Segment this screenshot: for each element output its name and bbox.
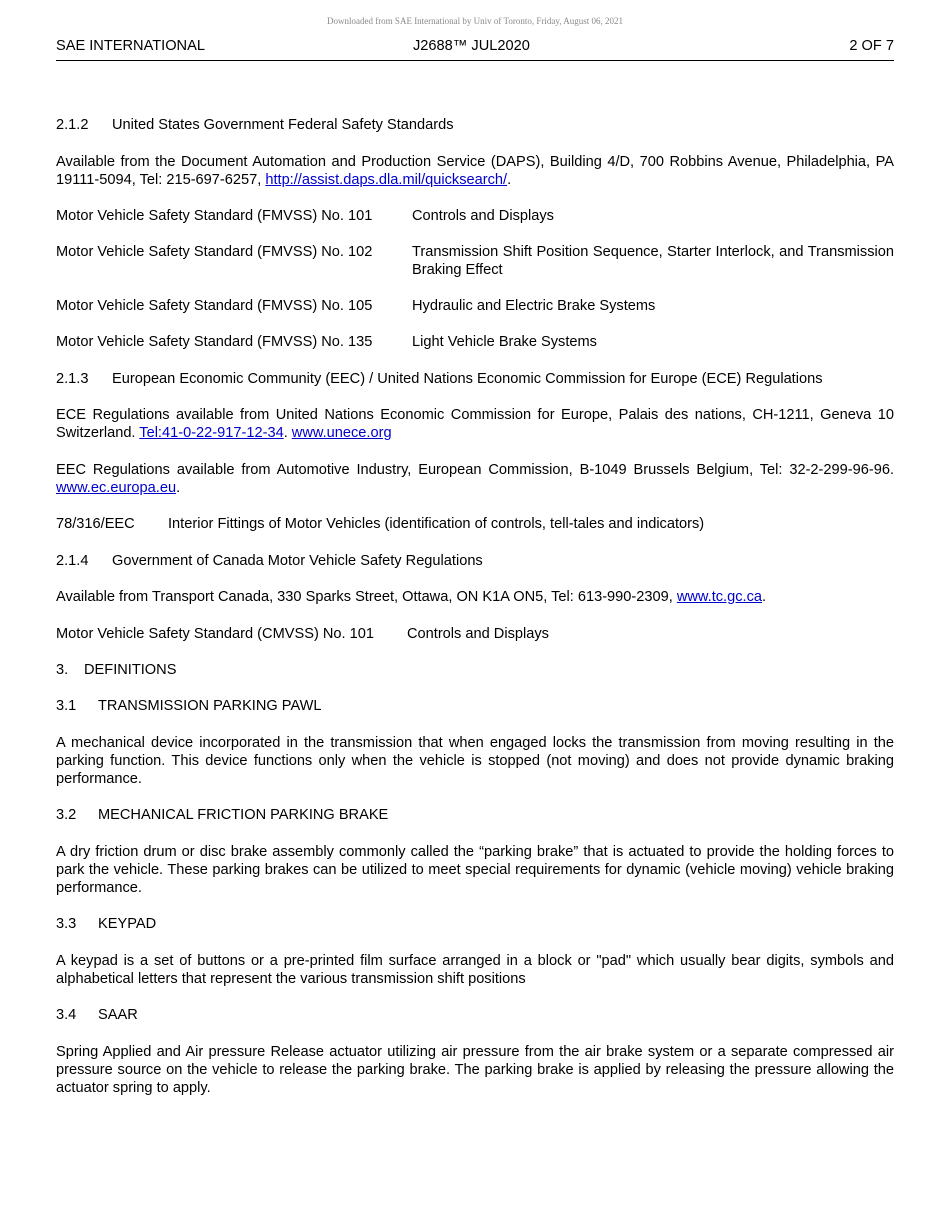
standard-label: Motor Vehicle Safety Standard (FMVSS) No. 105 — [56, 298, 373, 314]
standard-desc: Controls and Displays — [412, 208, 554, 224]
section-title: United States Government Federal Safety Standards — [112, 117, 454, 133]
definition-number: 3.3 — [56, 916, 77, 932]
daps-availability-paragraph: Available from the Document Automation and Production Service (DAPS), Building 4/D, 700 Robbins Avenue, Philadelphia, PA 19111-5094, Tel: 215-697-6257, http://assist.daps.dla.mil/quicksearch/. — [56, 154, 894, 188]
section-2-1-2-heading — [56, 116, 894, 134]
standard-desc: Transmission Shift Position Sequence, Starter Interlock, and Transmission Braking Effect — [412, 244, 894, 278]
cmvss-101-row — [56, 625, 894, 643]
definition-title: TRANSMISSION PARKING PAWL — [98, 698, 322, 714]
fmvss-101-row — [56, 207, 894, 225]
section-3-heading — [56, 661, 894, 679]
fmvss-102-row — [56, 243, 894, 279]
ece-availability-paragraph: ECE Regulations available from United Nations Economic Commission for Europe, Palais des nations, CH-1211, Geneva 10 Switzerland. Tel:41-0-22-917-12-34. www.unece.org — [56, 407, 894, 441]
definition-number: 3.2 — [56, 807, 77, 823]
ece-phone-link[interactable]: Tel:41-0-22-917-12-34 — [139, 425, 284, 441]
fmvss-105-row — [56, 297, 894, 315]
section-number: 2.1.4 — [56, 553, 89, 569]
eec-regulation-row — [56, 515, 894, 533]
standard-desc: Light Vehicle Brake Systems — [412, 334, 597, 350]
download-watermark: Downloaded from SAE International by Univ of Toronto, Friday, August 06, 2021 — [326, 16, 624, 26]
section-number: 2.1.3 — [56, 371, 89, 387]
section-title: DEFINITIONS — [84, 662, 177, 678]
definition-title: SAAR — [98, 1007, 138, 1023]
transport-canada-paragraph: Available from Transport Canada, 330 Sparks Street, Ottawa, ON K1A ON5, Tel: 613-990-2309, www.tc.gc.ca. — [56, 589, 767, 605]
header-page-number: 2 OF 7 — [849, 38, 894, 54]
section-2-1-3-heading — [56, 370, 894, 388]
standard-label: Motor Vehicle Safety Standard (FMVSS) No. 135 — [56, 334, 373, 350]
tc-gc-link[interactable]: www.tc.gc.ca — [676, 589, 762, 605]
standard-label: Motor Vehicle Safety Standard (FMVSS) No. 101 — [56, 208, 373, 224]
regulation-code: 78/316/EEC — [56, 516, 135, 532]
standard-desc: Controls and Displays — [407, 626, 549, 642]
standard-label: Motor Vehicle Safety Standard (CMVSS) No. 101 — [56, 626, 374, 642]
page-header — [56, 38, 894, 61]
definition-3-1-text: A mechanical device incorporated in the transmission that when engaged locks the transmission from moving resulting in the parking function. This device functions only when the vehicle is stopped (not moving) and does not provide dynamic braking performance. — [56, 735, 894, 787]
section-2-1-4-heading — [56, 552, 894, 570]
definition-number: 3.1 — [56, 698, 77, 714]
standard-label: Motor Vehicle Safety Standard (FMVSS) No. 102 — [56, 244, 373, 260]
definition-title: MECHANICAL FRICTION PARKING BRAKE — [98, 807, 389, 823]
section-title: Government of Canada Motor Vehicle Safety Regulations — [112, 553, 483, 569]
fmvss-135-row — [56, 333, 894, 351]
unece-link[interactable]: www.unece.org — [291, 425, 392, 441]
header-org: SAE INTERNATIONAL — [56, 38, 205, 54]
section-number: 3. — [56, 662, 69, 678]
definition-3-3-heading — [56, 915, 894, 933]
regulation-desc: Interior Fittings of Motor Vehicles (identification of controls, tell-tales and indicators) — [168, 516, 705, 532]
section-title: European Economic Community (EEC) / United Nations Economic Commission for Europe (ECE) Regulations — [112, 371, 823, 387]
header-doc-id: J2688™ JUL2020 — [413, 38, 530, 54]
definition-3-2-text: A dry friction drum or disc brake assembly commonly called the “parking brake” that is actuated to provide the holding forces to park the vehicle. These parking brakes can be utilized to meet special requirements for dynamic (vehicle moving) vehicle braking performance. — [56, 844, 894, 896]
daps-link[interactable]: http://assist.daps.dla.mil/quicksearch/ — [265, 172, 508, 188]
section-number: 2.1.2 — [56, 117, 89, 133]
definition-3-2-heading — [56, 806, 894, 824]
standard-desc: Hydraulic and Electric Brake Systems — [412, 298, 656, 314]
definition-3-4-heading — [56, 1006, 894, 1024]
definition-title: KEYPAD — [98, 916, 157, 932]
definition-3-1-heading — [56, 697, 894, 715]
eec-availability-paragraph: EEC Regulations available from Automotive Industry, European Commission, B-1049 Brussels Belgium, Tel: 32-2-299-96-96. www.ec.europa.eu. — [56, 462, 894, 496]
definition-3-4-text: Spring Applied and Air pressure Release actuator utilizing air pressure from the air brake system or a separate compressed air pressure source on the vehicle to release the parking brake. The parking brake is applied by releasing the pressure allowing the actuator spring to apply. — [56, 1044, 894, 1096]
ec-europa-link[interactable]: www.ec.europa.eu — [56, 480, 177, 496]
definition-number: 3.4 — [56, 1007, 77, 1023]
definition-3-3-text: A keypad is a set of buttons or a pre-printed film surface arranged in a block or "pad" which usually bear digits, symbols and alphabetical letters that represent the various transmission shift positions — [56, 953, 894, 987]
page-content — [56, 116, 894, 1097]
